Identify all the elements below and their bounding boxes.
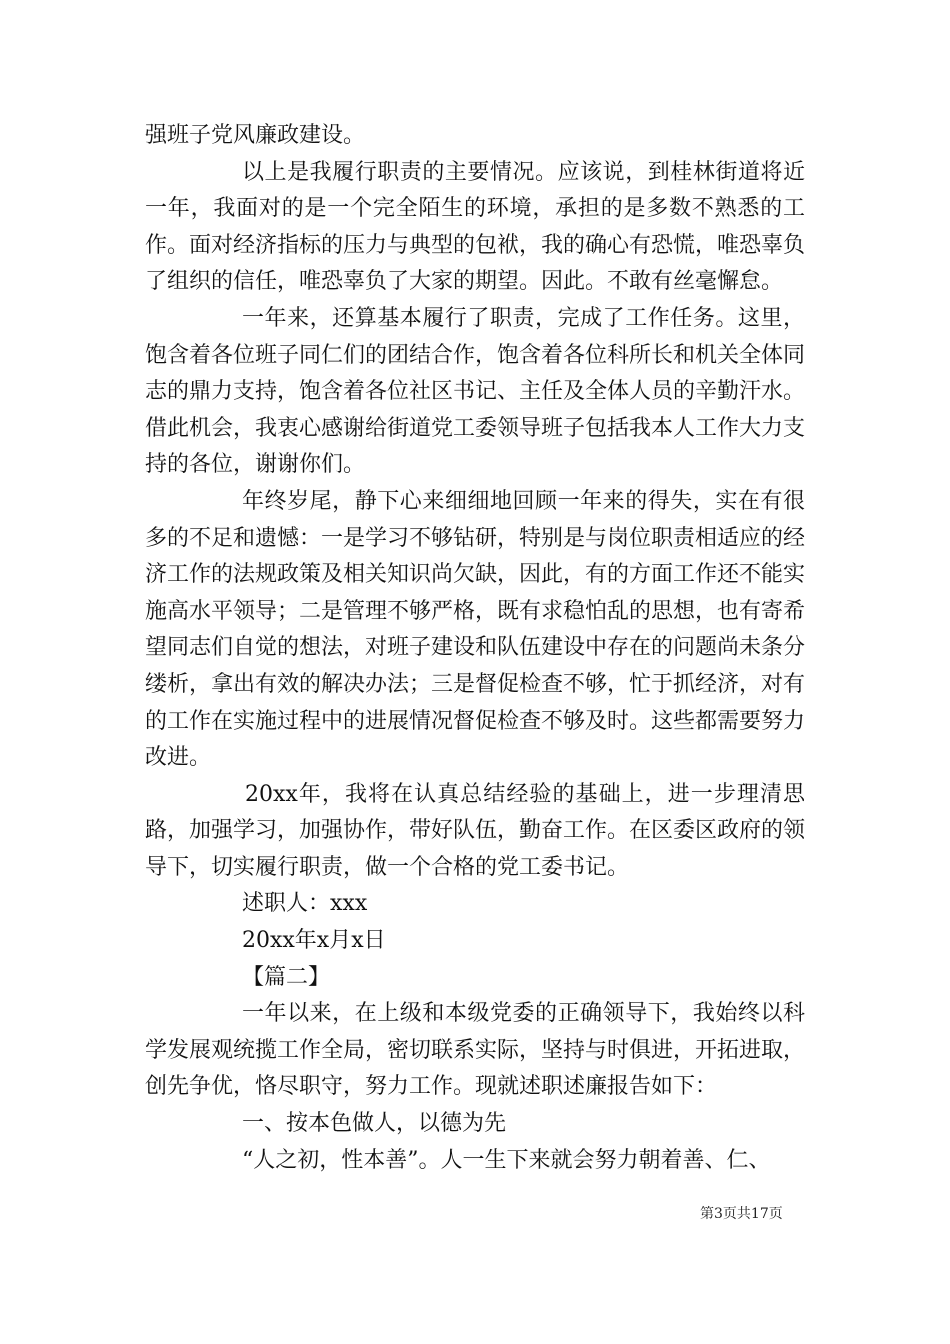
document-body <box>145 118 805 1179</box>
paragraph-shortcomings: 年终岁尾，静下心来细细地回顾一年来的得失，实在有很多的不足和遗憾：一是学习不够钻研，特别是与岗位职责相适应的经济工作的法规政策及相关知识尚欠缺，因此，有的方面工作还不能实施高水平领导；二是管理不够严格，既有求稳怕乱的思想，也有寄希望同志们自觉的想法，对班子建设和队伍建设中存在的问题尚未条分缕析，拿出有效的解决办法；三是督促检查不够，忙于抓经济，对有的工作在实施过程中的进展情况督促检查不够及时。这些都需要努力改进。 <box>145 488 806 771</box>
signature-line: 述职人：xxx <box>242 891 368 917</box>
subheading-one: 一、按本色做人，以德为先 <box>242 1111 507 1137</box>
paragraph-summary: 以上是我履行职责的主要情况。应该说，到桂林街道将近一年，我面对的是一个完全陌生的环境，承担的是多数不熟悉的工作。面对经济指标的压力与典型的包袱，我的确心有恐慌，唯恐辜负了组织的信任，唯恐辜负了大家的期望。因此。不敢有丝毫懈怠。 <box>145 159 806 295</box>
page-number: 第3页共17页 <box>700 1206 783 1222</box>
paragraph-gratitude: 一年来，还算基本履行了职责，完成了工作任务。这里，饱含着各位班子同仁们的团结合作，饱含着各位科所长和机关全体同志的鼎力支持，饱含着各位社区书记、主任及全体人员的辛勤汗水。借此机会，我衷心感谢给街道党工委领导班子包括我本人工作大力支持的各位，谢谢你们。 <box>145 305 806 478</box>
paragraph-plan: 20xx年，我将在认真总结经验的基础上，进一步理清思路，加强学习，加强协作，带好队伍，勤奋工作。在区委区政府的领导下，切实履行职责，做一个合格的党工委书记。 <box>145 781 806 880</box>
paragraph-continuation: 强班子党风廉政建设。 <box>145 123 366 148</box>
date-line: 20xx年x月x日 <box>242 928 386 954</box>
paragraph-quote: “人之初，性本善”。人一生下来就会努力朝着善、仁、 <box>242 1147 771 1173</box>
paragraph-intro: 一年以来，在上级和本级党委的正确领导下，我始终以科学发展观统揽工作全局，密切联系实际，坚持与时俱进，开拓进取，创先争优，恪尽职守，努力工作。现就述职述廉报告如下： <box>145 1001 806 1100</box>
section-heading: 【篇二】 <box>242 964 331 990</box>
